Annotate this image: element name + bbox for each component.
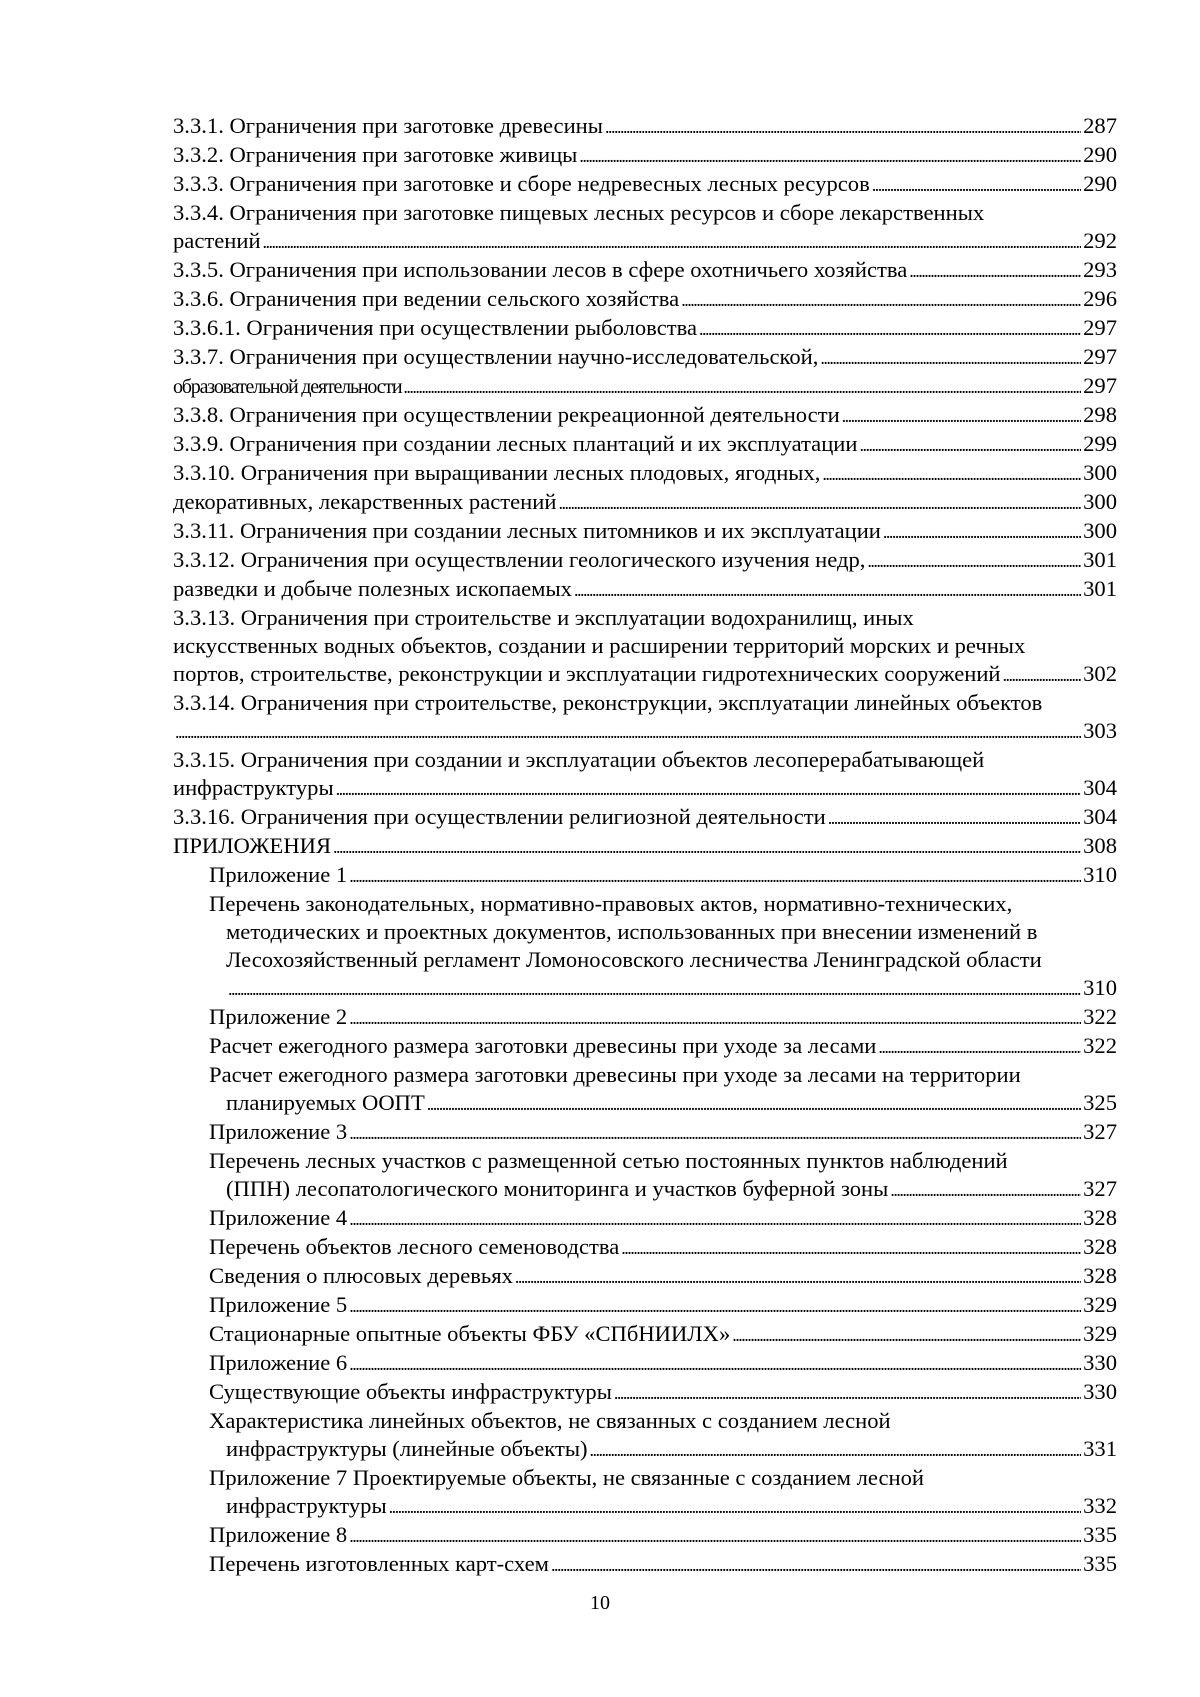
- toc-entry-title: Лесохозяйственный регламент Ломоносовского лесничества Ленинградской области: [226, 947, 1042, 972]
- toc-entry-title: Перечень изготовленных карт-схем: [209, 1551, 549, 1576]
- dot-leader: [590, 1435, 1082, 1464]
- toc-entry-title: 3.3.2. Ограничения при заготовке живицы: [173, 142, 578, 167]
- toc-entry-page: 300: [1083, 518, 1117, 543]
- toc-entry-title: инфраструктуры: [173, 775, 334, 800]
- toc-entry[interactable]: [209, 1407, 1117, 1435]
- toc-entry-page: 303: [1083, 718, 1117, 743]
- dot-leader: [349, 1291, 1081, 1320]
- toc-entry[interactable]: [209, 1464, 1117, 1492]
- toc-entry[interactable]: [173, 372, 1117, 401]
- toc-entry-page: 290: [1083, 171, 1117, 196]
- toc-entry[interactable]: [173, 717, 1117, 746]
- toc-entry[interactable]: [209, 890, 1117, 918]
- toc-entry-page: 304: [1083, 775, 1117, 800]
- toc-entry-page: 330: [1083, 1379, 1117, 1404]
- toc-entry-title: 3.3.14. Ограничения при строительстве, реконструкции, эксплуатации линейных объектов: [173, 690, 1043, 715]
- toc-entry-title: образовательной деятельности: [173, 376, 402, 398]
- toc-entry[interactable]: [209, 1262, 1117, 1291]
- toc-entry[interactable]: [173, 746, 1117, 774]
- toc-entry-title: разведки и добыче полезных ископаемых: [173, 576, 572, 601]
- toc-entry-title: Расчет ежегодного размера заготовки древесины при уходе за лесами на территории: [209, 1062, 1021, 1087]
- toc-entry[interactable]: [209, 1204, 1117, 1233]
- toc-entry-page: 335: [1083, 1551, 1117, 1576]
- toc-entry-page: 328: [1083, 1205, 1117, 1230]
- toc-entry-title: 3.3.11. Ограничения при создании лесных питомников и их эксплуатации: [173, 518, 881, 543]
- toc-entry[interactable]: [173, 430, 1117, 459]
- toc-entry-title: 3.3.7. Ограничения при осуществлении научно-исследовательской,: [173, 344, 819, 369]
- toc-entry-page: 293: [1083, 257, 1117, 282]
- toc-entry-page: 332: [1083, 1493, 1117, 1518]
- toc-entry-title: Приложение 3: [209, 1119, 348, 1144]
- toc-entry-page: 297: [1083, 344, 1117, 369]
- toc-entry-page: 330: [1083, 1350, 1117, 1375]
- toc-entry-title: искусственных водных объектов, создании и расширении территорий морских и речных: [173, 633, 1026, 658]
- toc-entry[interactable]: [173, 227, 1117, 256]
- toc-entry-page: 335: [1083, 1522, 1117, 1547]
- toc-entry[interactable]: [209, 1147, 1117, 1175]
- toc-entry[interactable]: [173, 141, 1117, 170]
- toc-entry[interactable]: [173, 314, 1117, 343]
- toc-entry-page: 327: [1083, 1176, 1117, 1201]
- dot-leader: [699, 314, 1081, 343]
- toc-entry[interactable]: [173, 575, 1117, 604]
- toc-entry[interactable]: [173, 256, 1117, 285]
- dot-leader: [859, 430, 1081, 459]
- toc-entry[interactable]: [209, 1089, 1117, 1118]
- toc-entry-title: 3.3.5. Ограничения при использовании лесов в сфере охотничьего хозяйства: [173, 257, 908, 282]
- toc-entry[interactable]: [173, 343, 1117, 372]
- toc-entry[interactable]: [209, 1061, 1117, 1089]
- dot-leader: [349, 1521, 1081, 1550]
- toc-entry-title: Перечень объектов лесного семеноводства: [209, 1234, 620, 1259]
- toc-entry-title: 3.3.4. Ограничения при заготовке пищевых лесных ресурсов и сборе лекарственных: [173, 200, 985, 225]
- dot-leader: [828, 803, 1081, 832]
- toc-entry-page: 310: [1083, 975, 1117, 1000]
- toc-entry-page: 297: [1083, 315, 1117, 340]
- toc-entry-title: ПРИЛОЖЕНИЯ: [173, 833, 332, 858]
- toc-entry[interactable]: [173, 604, 1117, 632]
- toc-entry[interactable]: [173, 632, 1117, 660]
- toc-entry-page: 325: [1083, 1090, 1117, 1115]
- toc-entry[interactable]: [209, 1521, 1117, 1550]
- toc-entry-title: Перечень лесных участков с размещенной сетью постоянных пунктов наблюдений: [209, 1148, 1008, 1173]
- toc-entry-page: 301: [1083, 576, 1117, 601]
- toc-entry[interactable]: [209, 1492, 1117, 1521]
- toc-entry-page: 328: [1083, 1263, 1117, 1288]
- toc-entry-page: 322: [1083, 1033, 1117, 1058]
- toc-entry-title: Характеристика линейных объектов, не связанных с созданием лесной: [209, 1408, 891, 1433]
- toc-entry-title: 3.3.12. Ограничения при осуществлении геологического изучения недр,: [173, 547, 866, 572]
- toc-entry[interactable]: [173, 803, 1117, 832]
- toc-entry[interactable]: [209, 1233, 1117, 1262]
- toc-entry[interactable]: [209, 861, 1117, 890]
- toc-entry[interactable]: [209, 974, 1117, 1003]
- dot-leader: [732, 1320, 1081, 1349]
- toc-entry-title: методических и проектных документов, использованных при внесении изменений в: [226, 919, 1038, 944]
- dot-leader: [614, 1378, 1081, 1407]
- dot-leader: [349, 1003, 1081, 1032]
- toc-entry-title: 3.3.6.1. Ограничения при осуществлении рыболовства: [173, 315, 698, 340]
- toc-entry[interactable]: [173, 401, 1117, 430]
- toc-entry-title: 3.3.8. Ограничения при осуществлении рекреационной деятельности: [173, 402, 840, 427]
- toc-entry-page: 290: [1083, 142, 1117, 167]
- dot-leader: [909, 256, 1081, 285]
- dot-leader: [574, 575, 1081, 604]
- dot-leader: [878, 1032, 1081, 1061]
- toc-entry-title: Приложение 1: [209, 862, 348, 887]
- dot-leader: [515, 1262, 1081, 1291]
- toc-entry-title: Расчет ежегодного размера заготовки древесины при уходе за лесами: [209, 1033, 877, 1058]
- toc-entry[interactable]: [173, 517, 1117, 546]
- dot-leader: [681, 285, 1081, 314]
- dot-leader: [883, 517, 1081, 546]
- dot-leader: [621, 1233, 1081, 1262]
- toc-entry-page: 301: [1083, 547, 1117, 572]
- dot-leader: [349, 1204, 1081, 1233]
- toc-entry-title: Существующие объекты инфраструктуры: [209, 1379, 612, 1404]
- dot-leader: [349, 1349, 1081, 1378]
- toc-entry[interactable]: [209, 1175, 1117, 1204]
- dot-leader: [349, 861, 1081, 890]
- dot-leader: [867, 546, 1081, 575]
- toc-entry-title: 3.3.6. Ограничения при ведении сельского хозяйства: [173, 286, 680, 311]
- toc-entry-title: инфраструктуры: [226, 1493, 387, 1518]
- toc-entry-title: 3.3.15. Ограничения при создании и эксплуатации объектов лесоперерабатывающей: [173, 747, 985, 772]
- toc-entry-page: 304: [1083, 804, 1117, 829]
- toc-entry-page: 292: [1083, 228, 1117, 253]
- toc-entry-page: 322: [1083, 1004, 1117, 1029]
- toc-entry-title: 3.3.9. Ограничения при создании лесных плантаций и их эксплуатации: [173, 431, 858, 456]
- toc-entry[interactable]: [173, 546, 1117, 575]
- dot-leader: [333, 832, 1081, 861]
- toc-entry-page: 310: [1083, 862, 1117, 887]
- toc-entry[interactable]: [209, 1291, 1117, 1320]
- toc-entry[interactable]: [173, 660, 1117, 689]
- dot-leader: [605, 112, 1081, 141]
- toc-entry[interactable]: [209, 1003, 1117, 1032]
- dot-leader: [1003, 660, 1082, 689]
- toc-entry-page: 298: [1083, 402, 1117, 427]
- dot-leader: [890, 1175, 1081, 1204]
- toc-entry-page: 287: [1083, 113, 1117, 138]
- dot-leader: [842, 401, 1081, 430]
- toc-entry[interactable]: [209, 1032, 1117, 1061]
- dot-leader: [389, 1492, 1081, 1521]
- toc-entry-page: 329: [1083, 1292, 1117, 1317]
- toc-entry[interactable]: [209, 1550, 1117, 1579]
- toc-entry[interactable]: [209, 918, 1117, 946]
- toc-entry-title: 3.3.13. Ограничения при строительстве и эксплуатации водохранилищ, иных: [173, 605, 914, 630]
- dot-leader: [822, 459, 1081, 488]
- toc-entry-title: Приложение 5: [209, 1292, 348, 1317]
- toc-entry-page: 297: [1083, 373, 1117, 398]
- toc-entry-page: 331: [1083, 1436, 1117, 1461]
- toc-entry-page: 300: [1083, 489, 1117, 514]
- toc-entry[interactable]: [173, 774, 1117, 803]
- toc-entry-title: Сведения о плюсовых деревьях: [209, 1263, 513, 1288]
- dot-leader: [820, 343, 1081, 372]
- dot-leader: [403, 372, 1081, 401]
- toc-entry-title: Перечень законодательных, нормативно-правовых актов, нормативно-технических,: [209, 891, 1013, 916]
- table-of-contents: [173, 112, 1117, 1579]
- toc-entry[interactable]: [209, 1320, 1117, 1349]
- page-number: 10: [590, 1592, 610, 1614]
- toc-entry-title: портов, строительстве, реконструкции и эксплуатации гидротехнических сооружений: [173, 661, 1001, 686]
- toc-entry[interactable]: [209, 1118, 1117, 1147]
- dot-leader: [579, 141, 1081, 170]
- dot-leader: [228, 974, 1081, 1003]
- toc-entry[interactable]: [209, 1378, 1117, 1407]
- toc-entry-page: 308: [1083, 833, 1117, 858]
- toc-entry[interactable]: [209, 1349, 1117, 1378]
- toc-entry[interactable]: [209, 1435, 1117, 1464]
- toc-entry-title: 3.3.10. Ограничения при выращивании лесных плодовых, ягодных,: [173, 460, 821, 485]
- toc-entry-page: 327: [1083, 1119, 1117, 1144]
- toc-entry-title: Приложение 6: [209, 1350, 348, 1375]
- toc-entry[interactable]: [173, 459, 1117, 488]
- toc-entry-title: Приложение 4: [209, 1205, 348, 1230]
- toc-entry-title: Приложение 7 Проектируемые объекты, не связанные с созданием лесной: [209, 1465, 924, 1490]
- toc-entry-title: инфраструктуры (линейные объекты): [226, 1436, 588, 1461]
- toc-entry-title: 3.3.16. Ограничения при осуществлении религиозной деятельности: [173, 804, 826, 829]
- toc-entry-page: 329: [1083, 1321, 1117, 1346]
- toc-entry-title: Приложение 8: [209, 1522, 348, 1547]
- toc-entry[interactable]: [173, 285, 1117, 314]
- toc-entry[interactable]: [173, 832, 1117, 861]
- toc-entry[interactable]: [173, 199, 1117, 227]
- toc-entry-page: 299: [1083, 431, 1117, 456]
- dot-leader: [336, 774, 1081, 803]
- dot-leader: [349, 1118, 1081, 1147]
- toc-entry-title: растений: [173, 228, 261, 253]
- dot-leader: [551, 1550, 1081, 1579]
- toc-entry-page: 296: [1083, 286, 1117, 311]
- toc-entry-title: 3.3.1. Ограничения при заготовке древесины: [173, 113, 603, 138]
- dot-leader: [263, 227, 1082, 256]
- dot-leader: [175, 717, 1081, 746]
- toc-entry-title: планируемых ООПТ: [226, 1090, 425, 1115]
- toc-entry-title: декоративных, лекарственных растений: [173, 489, 557, 514]
- toc-entry[interactable]: [209, 946, 1117, 974]
- toc-entry-page: 302: [1083, 661, 1117, 686]
- dot-leader: [558, 488, 1081, 517]
- toc-entry-title: Приложение 2: [209, 1004, 348, 1029]
- dot-leader: [427, 1089, 1081, 1118]
- toc-entry-title: (ППН) лесопатологического мониторинга и участков буферной зоны: [226, 1176, 889, 1201]
- toc-entry[interactable]: [173, 488, 1117, 517]
- toc-entry[interactable]: [173, 112, 1117, 141]
- toc-entry-page: 300: [1083, 460, 1117, 485]
- toc-entry-title: Стационарные опытные объекты ФБУ «СПбНИИЛХ»: [209, 1321, 731, 1346]
- toc-entry[interactable]: [173, 170, 1117, 199]
- toc-entry-title: 3.3.3. Ограничения при заготовке и сборе недревесных лесных ресурсов: [173, 171, 870, 196]
- toc-entry[interactable]: [173, 689, 1117, 717]
- dot-leader: [872, 170, 1081, 199]
- toc-entry-page: 328: [1083, 1234, 1117, 1259]
